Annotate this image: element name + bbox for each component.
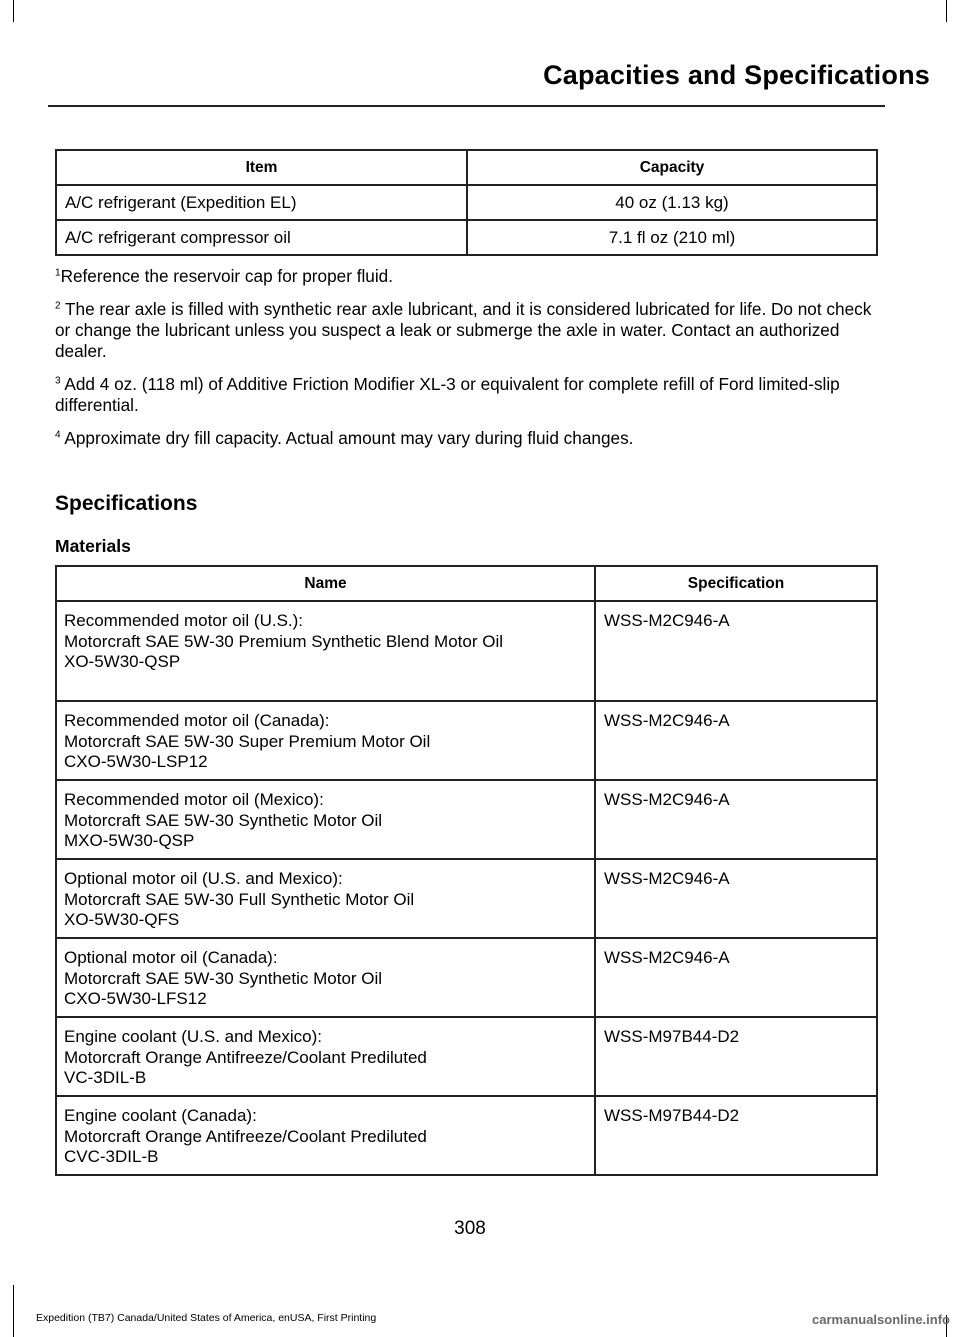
name-line: CVC-3DIL-B: [64, 1147, 159, 1166]
name-line: Recommended motor oil (U.S.):: [64, 611, 304, 630]
crop-mark-top-right: [946, 0, 947, 22]
name-line: Motorcraft SAE 5W-30 Synthetic Motor Oil: [64, 968, 383, 988]
name-line: VC-3DIL-B: [64, 1068, 147, 1087]
footnote-mark: 3: [55, 375, 61, 387]
cell-specification: WSS-M2C946-A: [595, 601, 877, 701]
column-header-name: Name: [56, 566, 595, 601]
table-row: [56, 1096, 877, 1175]
header-rule: [48, 105, 885, 107]
footnote-mark: 2: [55, 300, 61, 312]
column-header-item: Item: [56, 150, 467, 185]
cell-specification: WSS-M2C946-A: [595, 701, 877, 780]
cell-capacity: 7.1 fl oz (210 ml): [467, 220, 877, 255]
cell-name: [56, 859, 595, 938]
table-header-row: [56, 566, 877, 601]
page-header-title: Capacities and Specifications: [543, 60, 930, 90]
name-line: Recommended motor oil (Canada):: [64, 711, 330, 730]
footnote-text: Add 4 oz. (118 ml) of Additive Friction Modifier XL-3 or equivalent for complete refill of Ford limited-slip differential.: [55, 374, 840, 415]
materials-table: [55, 565, 878, 1176]
cell-name: [56, 1096, 595, 1175]
cell-name: [56, 601, 595, 701]
name-line: Motorcraft SAE 5W-30 Premium Synthetic Blend Motor Oil: [64, 631, 504, 651]
footnote-text: Reference the reservoir cap for proper fluid.: [60, 266, 394, 286]
table-row: [56, 780, 877, 859]
footnotes: [55, 266, 880, 461]
table-header-row: [56, 150, 877, 185]
cell-name: [56, 780, 595, 859]
name-line: Motorcraft Orange Antifreeze/Coolant Prediluted: [64, 1126, 427, 1146]
name-line: Optional motor oil (Canada):: [64, 948, 278, 967]
cell-name: [56, 938, 595, 1017]
name-line: Recommended motor oil (Mexico):: [64, 790, 324, 809]
page-number: 308: [454, 1218, 486, 1239]
table-row: [56, 701, 877, 780]
footnote: [55, 374, 880, 416]
name-line: Motorcraft SAE 5W-30 Full Synthetic Motor Oil: [64, 889, 415, 909]
table-row: [56, 859, 877, 938]
subsection-heading: Materials: [55, 536, 131, 556]
name-line: Engine coolant (U.S. and Mexico):: [64, 1027, 322, 1046]
crop-mark-top-left: [13, 0, 14, 22]
footnote: [55, 266, 880, 287]
watermark: carmanualsonline.info: [812, 1312, 950, 1327]
column-header-capacity: Capacity: [467, 150, 877, 185]
cell-item: A/C refrigerant compressor oil: [56, 220, 467, 255]
cell-specification: WSS-M97B44-D2: [595, 1096, 877, 1175]
cell-specification: WSS-M2C946-A: [595, 780, 877, 859]
table-row: [56, 1017, 877, 1096]
name-line: XO-5W30-QSP: [64, 652, 181, 671]
name-line: Motorcraft SAE 5W-30 Synthetic Motor Oil: [64, 810, 383, 830]
footnote-mark: 1: [55, 267, 61, 279]
footnote-text: The rear axle is filled with synthetic rear axle lubricant, and it is considered lubricated for life. Do not check or change the lubricant unless you suspect a leak or submerge the axle in water. Contact an authorized dealer.: [55, 299, 872, 361]
table-row: [56, 938, 877, 1017]
capacities-table: [55, 149, 878, 256]
name-line: CXO-5W30-LFS12: [64, 989, 207, 1008]
footnote-text: Approximate dry fill capacity. Actual amount may vary during fluid changes.: [60, 428, 634, 448]
table-row: [56, 220, 877, 255]
name-line: Optional motor oil (U.S. and Mexico):: [64, 869, 343, 888]
section-heading: Specifications: [55, 492, 198, 515]
name-line: Motorcraft SAE 5W-30 Super Premium Motor Oil: [64, 731, 431, 751]
name-line: Engine coolant (Canada):: [64, 1106, 257, 1125]
table-row: [56, 601, 877, 701]
name-line: XO-5W30-QFS: [64, 910, 180, 929]
footnote: [55, 428, 880, 449]
cell-specification: WSS-M97B44-D2: [595, 1017, 877, 1096]
footnote-mark: 4: [55, 429, 61, 441]
cell-capacity: 40 oz (1.13 kg): [467, 185, 877, 220]
page-footer: Expedition (TB7) Canada/United States of America, enUSA, First Printing: [36, 1312, 377, 1324]
cell-specification: WSS-M2C946-A: [595, 938, 877, 1017]
cell-name: [56, 1017, 595, 1096]
footnote: [55, 299, 880, 362]
cell-name: [56, 701, 595, 780]
name-line: CXO-5W30-LSP12: [64, 752, 208, 771]
name-line: MXO-5W30-QSP: [64, 831, 195, 850]
name-line: Motorcraft Orange Antifreeze/Coolant Prediluted: [64, 1047, 427, 1067]
cell-specification: WSS-M2C946-A: [595, 859, 877, 938]
crop-mark-bottom-left: [13, 1285, 14, 1337]
column-header-specification: Specification: [595, 566, 877, 601]
cell-item: A/C refrigerant (Expedition EL): [56, 185, 467, 220]
table-row: [56, 185, 877, 220]
